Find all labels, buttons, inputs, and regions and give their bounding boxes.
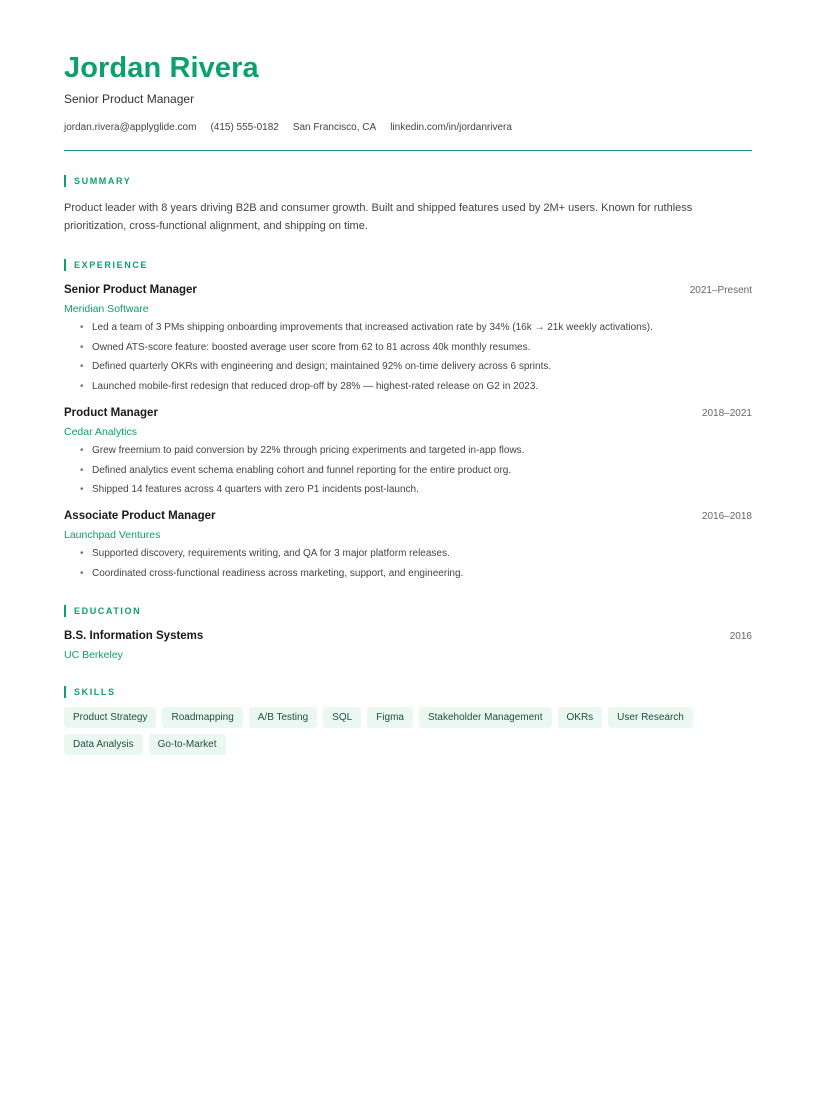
candidate-name: Jordan Rivera	[64, 52, 259, 84]
contact-linkedin[interactable]: linkedin.com/in/jordanrivera	[390, 122, 512, 133]
contact-location: San Francisco, CA	[292, 122, 377, 133]
skill-chip: Product Strategy	[64, 707, 156, 728]
bullet-item	[80, 380, 752, 394]
job-bullets	[64, 444, 752, 497]
job-bullets	[64, 321, 752, 394]
skill-chip: Go-to-Market	[149, 734, 226, 755]
job-title: Associate Product Manager	[64, 510, 216, 523]
section-title-education: EDUCATION	[64, 605, 752, 617]
skills-list	[64, 707, 704, 755]
section-title-experience: EXPERIENCE	[64, 259, 752, 271]
bullet-item	[80, 483, 752, 497]
skill-chip: OKRs	[558, 707, 603, 728]
bullet-dot-icon: •	[80, 464, 84, 476]
bullet-text: Coordinated cross-functional readiness across marketing, support, and engineering.	[92, 568, 464, 580]
bullet-dot-icon: •	[80, 361, 84, 373]
skill-chip: SQL	[323, 707, 361, 728]
contact-line	[64, 122, 752, 134]
bullet-dot-icon: •	[80, 548, 84, 560]
bullet-item	[80, 321, 752, 335]
bullet-text: Led a team of 3 PMs shipping onboarding improvements that increased activation rate by 34% (16k → 21k weekly activations).	[92, 322, 653, 333]
bullet-item	[80, 567, 752, 581]
job-title: Product Manager	[64, 407, 158, 420]
bullet-dot-icon: •	[80, 341, 84, 353]
bullet-text: Launched mobile-first redesign that reduced drop-off by 28% — highest-rated release on G2 in 2023.	[92, 381, 539, 393]
bullet-dot-icon: •	[80, 445, 84, 457]
skill-chip: User Research	[608, 707, 693, 728]
bullet-text: Defined analytics event schema enabling cohort and funnel reporting for the entire product org.	[92, 464, 512, 476]
bullet-item	[80, 341, 752, 355]
job-bullets	[64, 547, 752, 581]
bullet-item	[80, 444, 752, 458]
job-company: Cedar Analytics	[64, 426, 137, 439]
header-divider	[64, 150, 752, 151]
bullet-dot-icon: •	[80, 568, 84, 580]
bullet-text: Shipped 14 features across 4 quarters with zero P1 incidents post-launch.	[92, 484, 419, 496]
job-entry	[64, 509, 752, 581]
section-title-summary: SUMMARY	[64, 175, 752, 187]
job-dates: 2016–2018	[701, 511, 752, 523]
job-company: Launchpad Ventures	[64, 529, 161, 542]
job-company: Meridian Software	[64, 303, 149, 315]
education-section	[64, 605, 752, 662]
job-entry	[64, 283, 752, 394]
skill-chip: Stakeholder Management	[419, 707, 552, 728]
bullet-text: Grew freemium to paid conversion by 22% through pricing experiments and targeted in-app flows.	[92, 445, 525, 457]
bullet-item	[80, 464, 752, 478]
bullet-item	[80, 360, 752, 374]
job-title: Senior Product Manager	[64, 284, 197, 296]
bullet-text: Owned ATS-score feature: boosted average user score from 62 to 81 across 40k monthly resumes.	[92, 341, 531, 353]
contact-email[interactable]: jordan.rivera@applyglide.com	[64, 122, 197, 133]
bullet-text: Defined quarterly OKRs with engineering and design; maintained 92% on-time delivery across 6 sprints.	[92, 361, 552, 373]
contact-phone: (415) 555-0182	[210, 122, 279, 133]
degree: B.S. Information Systems	[64, 630, 204, 643]
skill-chip: Figma	[367, 707, 413, 728]
education-entry	[64, 629, 752, 662]
skill-chip: A/B Testing	[249, 707, 317, 728]
job-dates: 2018–2021	[701, 408, 752, 420]
skills-section	[64, 686, 752, 755]
bullet-item	[80, 547, 752, 561]
bullet-text: Supported discovery, requirements writing, and QA for 3 major platform releases.	[92, 548, 450, 560]
school: UC Berkeley	[64, 649, 123, 662]
headline: Senior Product Manager	[64, 92, 195, 106]
summary-section	[64, 175, 752, 235]
job-dates: 2021–Present	[689, 285, 752, 296]
skill-chip: Roadmapping	[162, 707, 242, 728]
bullet-dot-icon: •	[80, 484, 84, 496]
bullet-dot-icon: •	[80, 381, 84, 393]
skill-chip: Data Analysis	[64, 734, 143, 755]
summary-text: Product leader with 8 years driving B2B and consumer growth. Built and shipped features used by 2M+ users. Known for ruthless prioritization, cross-functional alignment, and shipping on time.	[64, 202, 693, 232]
section-title-skills: SKILLS	[64, 686, 752, 698]
job-entry	[64, 406, 752, 497]
bullet-dot-icon: •	[80, 322, 84, 333]
graduation-year: 2016	[729, 631, 752, 643]
experience-section	[64, 259, 752, 581]
